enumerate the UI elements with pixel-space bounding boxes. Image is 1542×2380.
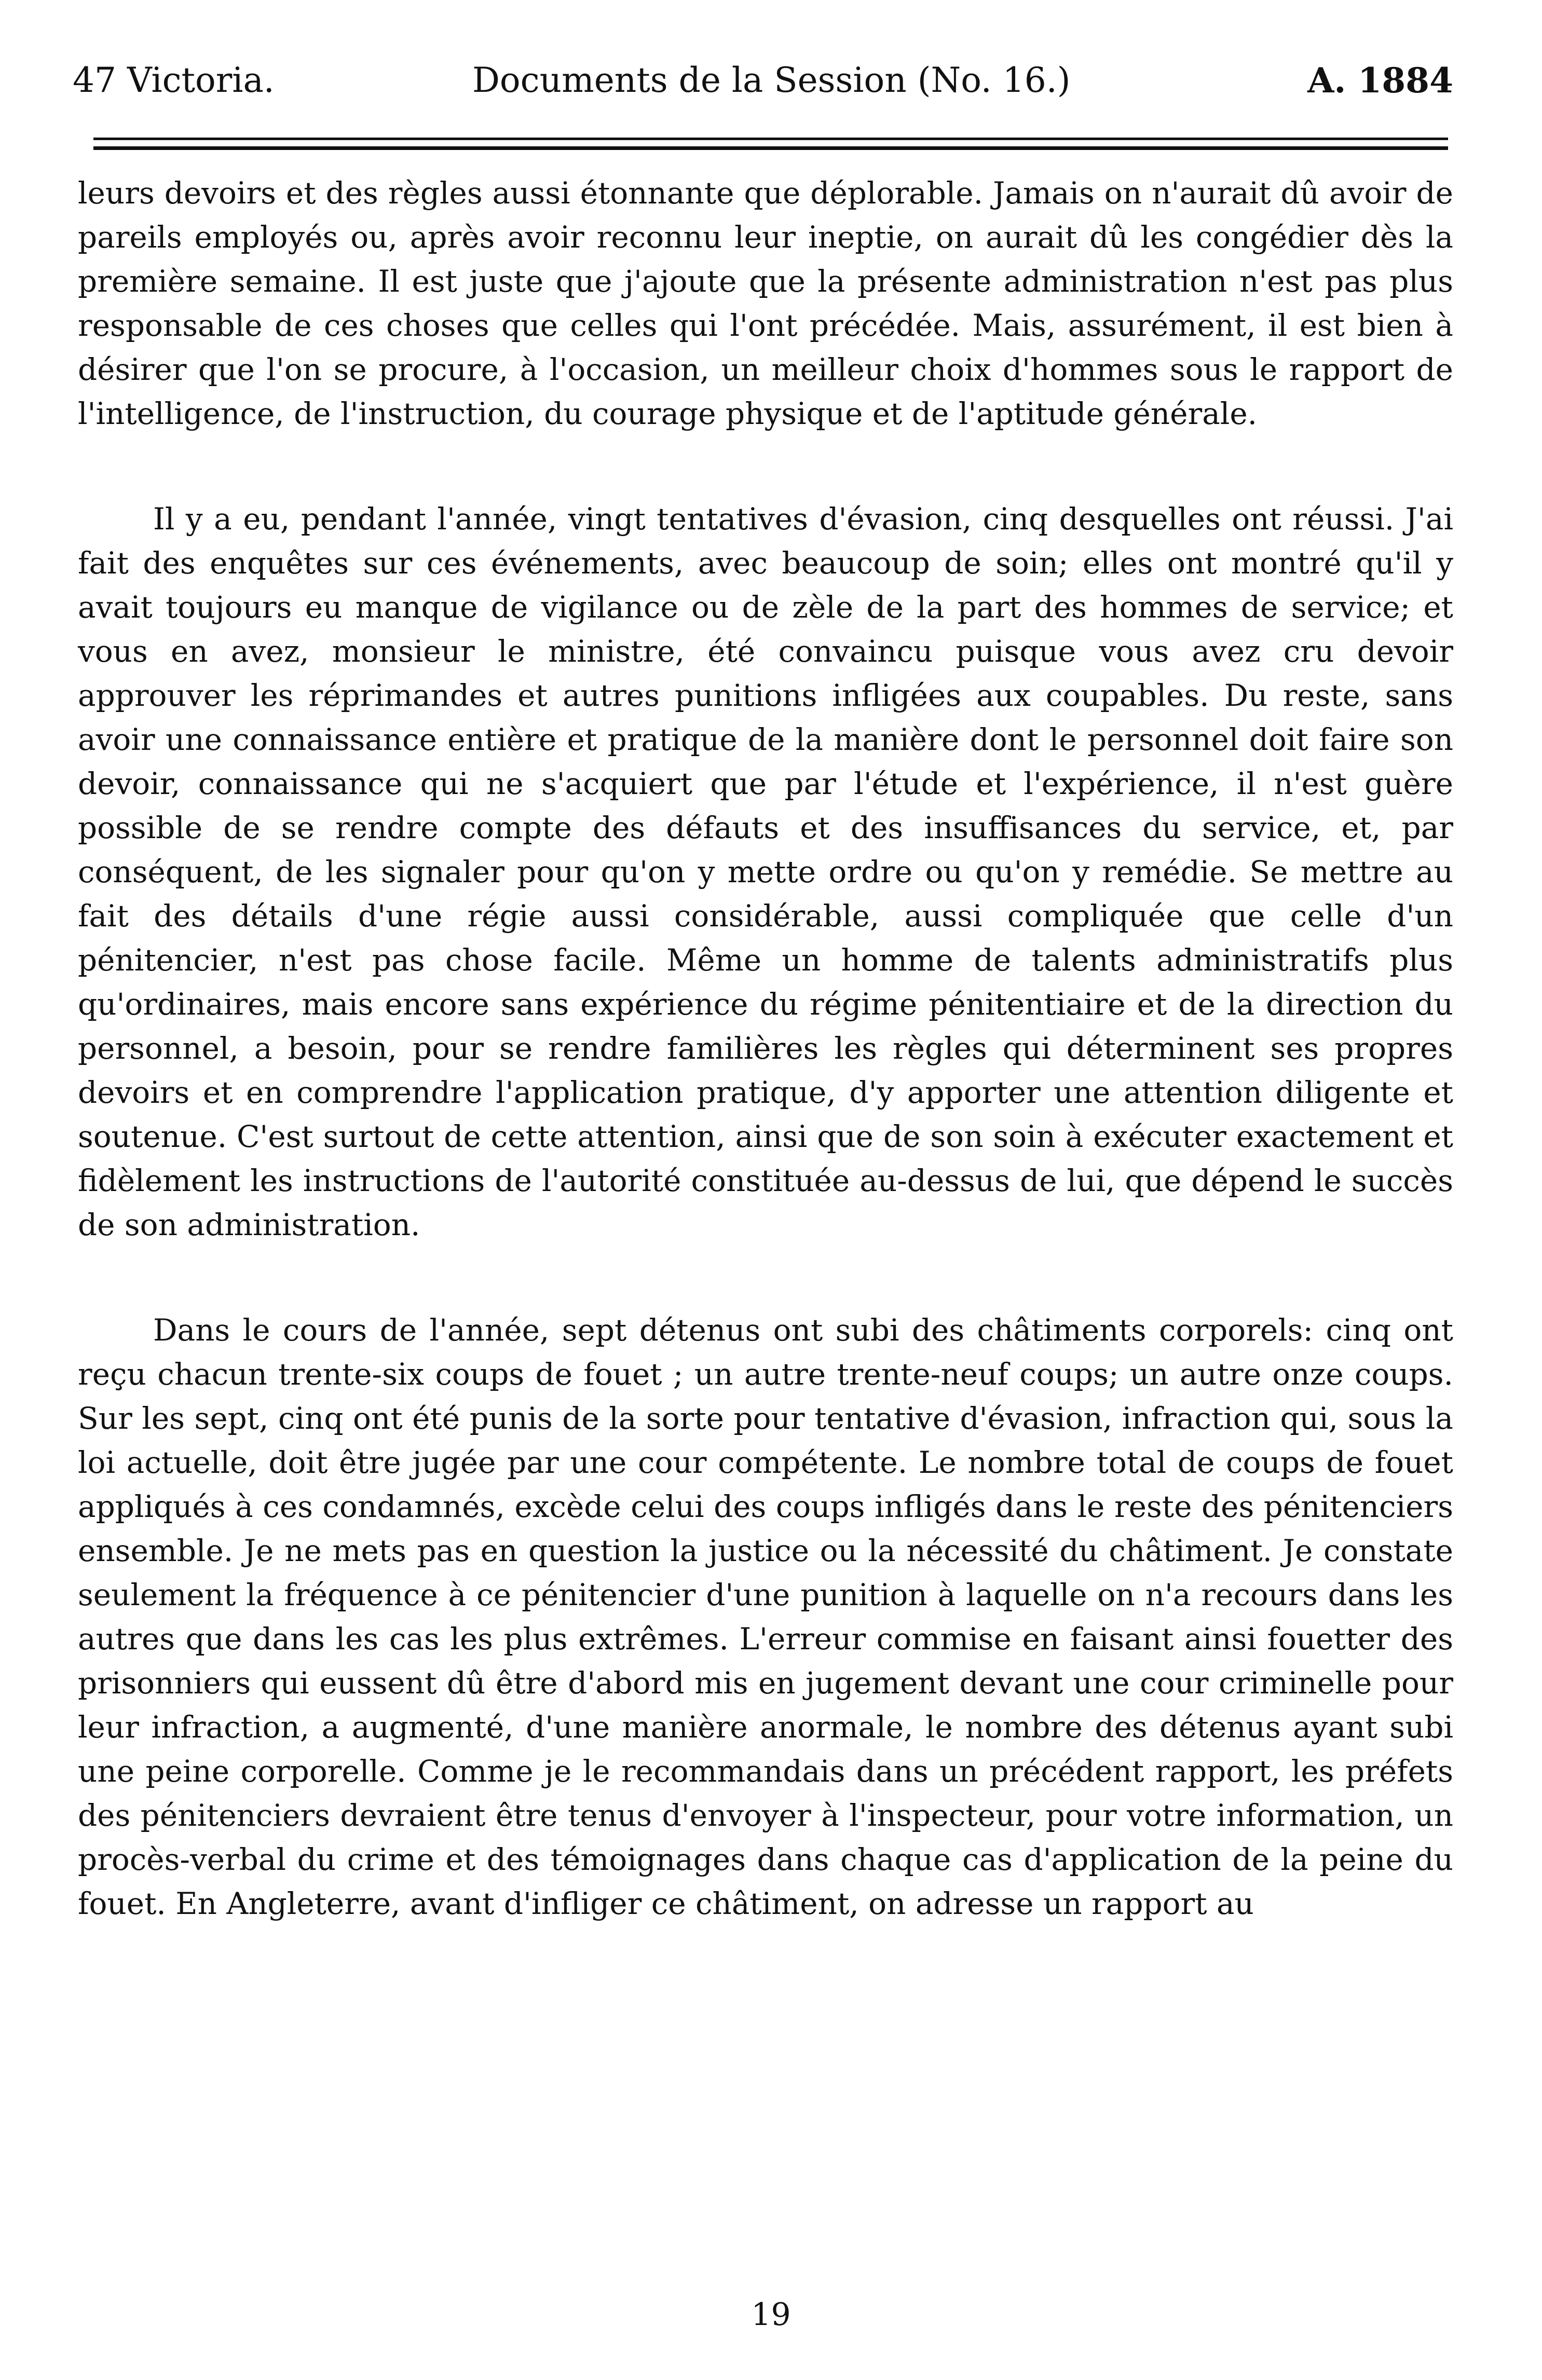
paragraph-corporal-punishment: Dans le cours de l'année, sept détenus ont subi des châtiments corporels: cinq ont reçu chacun trente-six coups de fouet ; un autre trente-neuf coups; un autre onze coups. Sur les sept, cinq ont été punis de la sorte pour tentative d'évasion, infraction qui, sous la loi actuelle, doit être jugée par une cour compétente. Le nombre total de coups de fouet appliqués à ces condamnés, excède celui des coups infligés dans le reste des pénitenciers ensemble. Je ne mets pas en question la justice ou la nécessité du châtiment. Je constate seulement la fréquence à ce pénitencier d'une punition à laquelle on n'a recours dans les autres que dans les cas les plus extrêmes. L'erreur commise en faisant ainsi fouetter des prisonniers qui eussent dû être d'abord mis en jugement devant une cour criminelle pour leur infraction, a augmenté, d'une manière anormale, le nombre des détenus ayant subi une peine corporelle. Comme je le recommandais dans un précédent rapport, les préfets des pénitenciers devraient être tenus d'envoyer à l'inspecteur, pour votre information, un procès-verbal du crime et des témoignages dans chaque cas d'application de la peine du fouet. En Angleterre, avant d'infliger ce châtiment, on adresse un rapport au	[78, 1312, 1453, 1921]
running-header	[73, 52, 1453, 109]
header-rule-thin	[93, 138, 1448, 140]
body-text	[78, 171, 1453, 1926]
page-number: 19	[751, 2296, 791, 2333]
paragraph-escapes: Il y a eu, pendant l'année, vingt tentatives d'évasion, cinq desquelles ont réussi. J'ai fait des enquêtes sur ces événements, avec beaucoup de soin; elles ont montré qu'il y avait toujours eu manque de vigilance ou de zèle de la part des hommes de service; et vous en avez, monsieur le ministre, été convaincu puisque vous avez cru devoir approuver les réprimandes et autres punitions infligées aux coupables. Du reste, sans avoir une connaissance entière et pratique de la manière dont le personnel doit faire son devoir, connaissance qui ne s'acquiert que par l'étude et l'expérience, il n'est guère possible de se rendre compte des défauts et des insuffisances du service, et, par conséquent, de les signaler pour qu'on y mette ordre ou qu'on y remédie. Se mettre au fait des détails d'une régie aussi considérable, aussi compliquée que celle d'un pénitencier, n'est pas chose facile. Même un homme de talents administratifs plus qu'ordinaires, mais encore sans expérience du régime pénitentiaire et de la direction du personnel, a besoin, pour se rendre familières les règles qui déterminent ses propres devoirs et en comprendre l'application pratique, d'y apporter une attention diligente et soutenue. C'est surtout de cette attention, ainsi que de son soin à exécuter exactement et fidèlement les instructions de l'autorité constituée au-dessus de lui, que dépend le succès de son administration.	[78, 501, 1453, 1242]
header-rule-thick	[93, 146, 1448, 150]
header-year: A. 1884	[1307, 60, 1453, 101]
paragraph-continued: leurs devoirs et des règles aussi étonnante que déplorable. Jamais on n'aurait dû avoir de pareils employés ou, après avoir reconnu leur ineptie, on aurait dû les congédier dès la première semaine. Il est juste que j'ajoute que la présente administration n'est pas plus responsable de ces choses que celles qui l'ont précédée. Mais, assurément, il est bien à désirer que l'on se procure, à l'occasion, un meilleur choix d'hommes sous le rapport de l'intelligence, de l'instruction, du courage physique et de l'aptitude générale.	[78, 175, 1453, 431]
header-title: Documents de la Session (No. 16.)	[472, 60, 1071, 100]
header-regnal-year: 47 Victoria.	[73, 60, 275, 100]
